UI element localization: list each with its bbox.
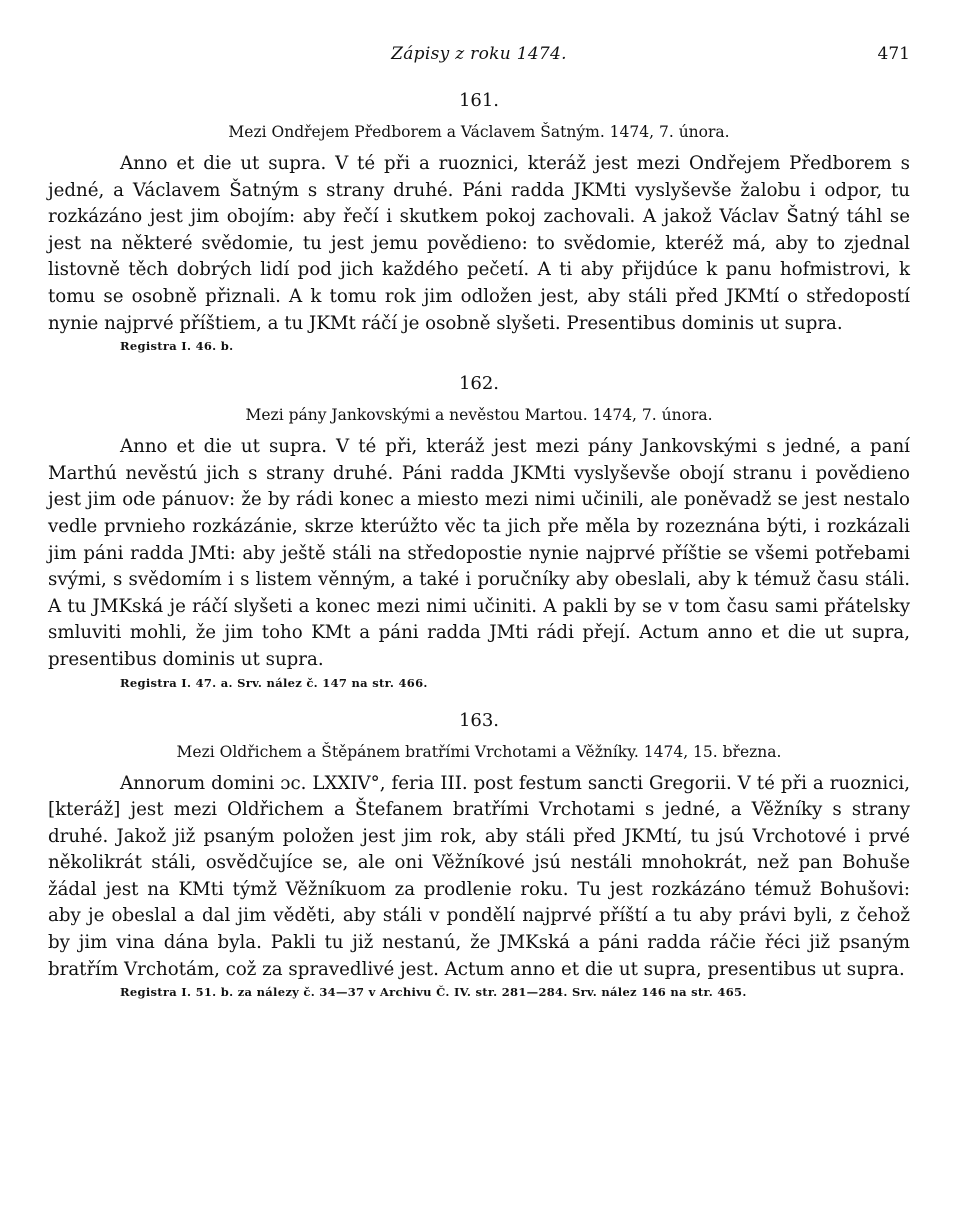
entry-title: Mezi pány Jankovskými a nevěstou Martou. 1474, 7. února. bbox=[245, 406, 713, 425]
entry-body: Anno et die ut supra. V té při a ruoznici, kteráž jest mezi Ondřejem Předborem s jedné, a Václavem Šatným s strany druhé. Páni radda JKMti vyslyševše žalobu i odpor, tu rozkázáno jest jim obojím: aby řečí i skutkem pokoj zachovali. A jakož Václav Šatný táhl se jest na některé svědomie, tu jest jemu povědieno: to svědomie, kteréž má, aby to zjednal listovně těch dobrých lidí pod jich každého pečetí. A ti aby přijdúce k panu hofmistrovi, k tomu se osobně přiznali. A k tomu rok jim odložen jest, aby stáli před JKMtí o středopostí nynie najprvé příštiem, a tu JKMt ráčí je osobně slyšeti. Presentibus dominis ut supra. bbox=[48, 153, 910, 334]
entry-163 bbox=[48, 710, 910, 1000]
page-header bbox=[48, 38, 910, 72]
entry-number: 163. bbox=[458, 709, 500, 731]
entry-number: 162. bbox=[458, 373, 500, 395]
entry-162 bbox=[48, 373, 910, 689]
entry-body: Annorum domini ɔc. LXXIV°, feria III. post festum sancti Gregorii. V té při a ruoznici, [kteráž] jest mezi Oldřichem a Štefanem bratřími Vrchotami s jedné, a Věžníky s strany druhé. Jakož již psaným položen jest jim rok, aby stáli před JKMtí, tu jsú Vrchotové i prvé několikrát stáli, osvědčujíce se, ale oni Věžníkové jsú nestáli mnohokrát, než pan Bohuše žádal jest na KMti týmž Věžníkuom za prodlenie roku. Tu jest rozkázáno témuž Bohušovi: aby je obeslal a dal jim věděti, aby stáli v pondělí najprvé příští a tu aby právi byli, z čehož by jim vina dána byla. Pakli tu již nestanú, že JMKská a páni radda ráčie řéci již psaným bratřím Vrchotám, což za spravedlivé jest. Actum anno et die ut supra, presentibus ut supra. bbox=[48, 772, 910, 980]
page-number: 471 bbox=[877, 44, 910, 64]
document-page bbox=[48, 38, 910, 999]
entry-source-note: Registra I. 47. a. Srv. nález č. 147 na str. 466. bbox=[120, 675, 428, 690]
entry-number: 161. bbox=[458, 90, 500, 111]
entry-title: Mezi Ondřejem Předborem a Václavem Šatným. 1474, 7. února. bbox=[228, 123, 730, 141]
entry-title: Mezi Oldřichem a Štěpánem bratřími Vrchotami a Věžníky. 1474, 15. března. bbox=[176, 742, 782, 761]
running-title: Zápisy z roku 1474. bbox=[391, 44, 567, 64]
entry-body: Anno et die ut supra. V té při, kteráž jest mezi pány Jankovskými s jedné, a paní Marthú nevěstú jich s strany druhé. Páni radda JKMti vyslyševše obojí stranu i povědieno jest jim ode pánuov: že by rádi konec a miesto mezi nimi učinili, ale poněvadž se jest nestalo vedle prvnieho rozkázánie, skrze kterúžto věc ta jich pře měla by rozeznána býti, i rozkázali jim páni radda JMti: aby ještě stáli na středopostie nynie najprvé příštie se všemi potřebami svými, s svědomím i s listem věnným, a také i poručníky aby obeslali, aby k témuž času stáli. A tu JMKská je ráčí slyšeti a konec mezi nimi učiniti. A pakli by se v tom času sami přátelsky smluviti mohli, že jim toho KMt a páni radda JMti rádi přejí. Actum anno et die ut supra, presentibus dominis ut supra. bbox=[48, 436, 910, 670]
entry-161 bbox=[48, 90, 910, 353]
entry-source-note: Registra I. 51. b. za nálezy č. 34—37 v Archivu Č. IV. str. 281—284. Srv. nález 146 na str. 465. bbox=[120, 985, 747, 1000]
entry-source-note: Registra I. 46. b. bbox=[120, 339, 234, 354]
